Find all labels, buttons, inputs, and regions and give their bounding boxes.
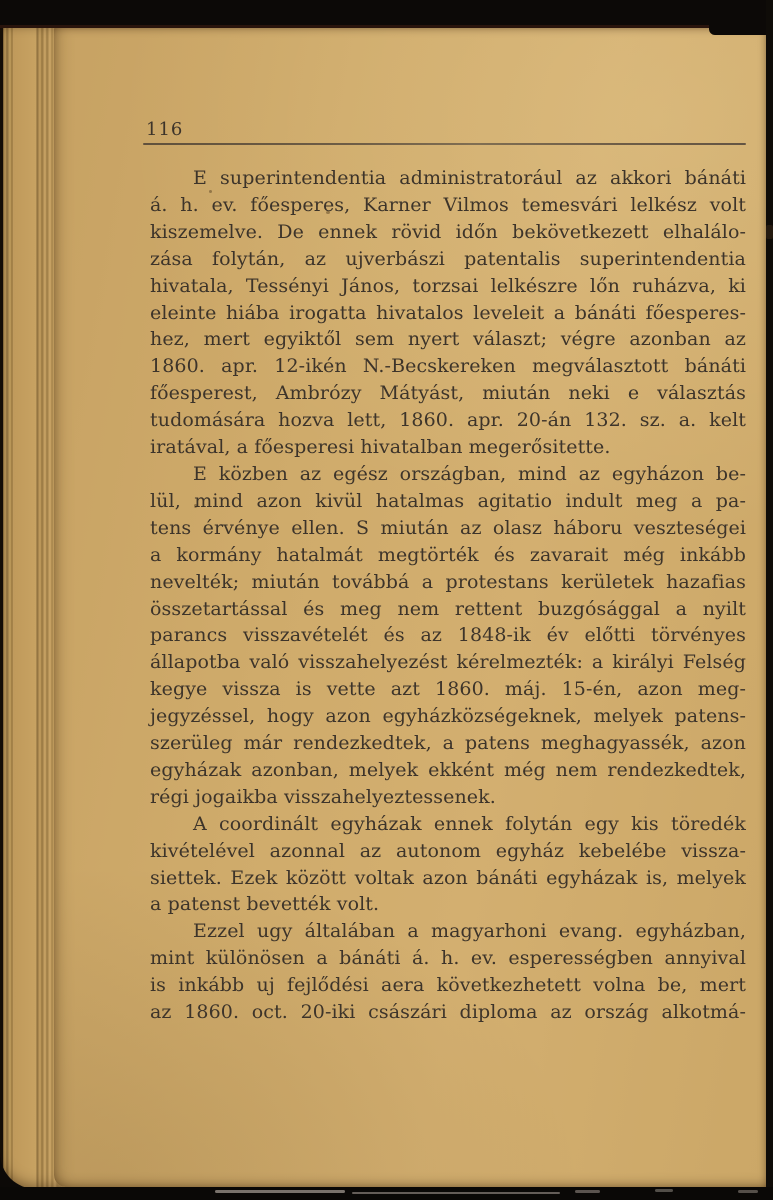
text-line: egyházak azonban, melyek ekként még nem rendezkedtek, xyxy=(150,758,746,781)
book-page xyxy=(54,26,766,1187)
scan-streak xyxy=(215,1190,345,1193)
top-cover-band xyxy=(0,0,773,28)
scan-streak xyxy=(575,1190,600,1193)
text-block xyxy=(150,165,746,1026)
text-line: siettek. Ezek között voltak azon bánáti egyházak is, melyek xyxy=(150,866,746,889)
text-line: az 1860. oct. 20-iki császári diploma az ország alkotmá- xyxy=(150,1001,746,1024)
text-line: iratával, a főesperesi hivatalban megerősitette. xyxy=(150,436,611,459)
text-line: szerüleg már rendezkedtek, a patens meghagyassék, azon xyxy=(150,732,746,755)
text-line: hez, mert egyiktől sem nyert választ; végre azonban az xyxy=(150,328,746,351)
text-line: eleinte hiába irogatta hivatalos leveleit a bánáti főesperes- xyxy=(150,301,746,324)
text-line: E közben az egész országban, mind az egyházon be- xyxy=(193,462,746,485)
paper-speck xyxy=(194,504,197,508)
right-cover-edge xyxy=(766,0,773,1200)
scan-streak xyxy=(655,1189,673,1192)
text-line: a patenst bevették volt. xyxy=(150,893,380,916)
bottom-cover-band xyxy=(0,1187,773,1200)
text-line: zása folytán, az ujverbászi patentalis superintendentia xyxy=(150,247,746,270)
text-line: 1860. apr. 12-ikén N.-Becskereken megválasztott bánáti xyxy=(150,355,746,378)
text-line: mint különösen a bánáti á. h. ev. esperességben annyival xyxy=(150,947,746,970)
scan-streak xyxy=(738,1190,758,1193)
text-line: jegyzéssel, hogy azon egyházközségeknek, melyek patens- xyxy=(150,705,746,728)
text-line: E superintendentia administratorául az akkori bánáti xyxy=(193,167,746,189)
text-line: parancs visszavételét és az 1848-ik év előtti törvényes xyxy=(150,624,746,647)
text-line: tens érvénye ellen. S miután az olasz háboru veszteségei xyxy=(150,516,746,539)
page-number: 116 xyxy=(146,119,184,140)
text-line: kivételével azonnal az autonom egyház kebelébe vissza- xyxy=(150,839,746,862)
text-line: A coordinált egyházak ennek folytán egy kis töredék xyxy=(193,812,746,835)
text-line: nevelték; miután továbbá a protestans kerületek hazafias xyxy=(150,570,746,593)
text-line: á. h. ev. főesperes, Karner Vilmos temesvári lelkész volt xyxy=(150,193,746,216)
scan-streak xyxy=(352,1192,560,1195)
text-line: összetartással és meg nem rettent buzgósággal a nyilt xyxy=(150,597,746,620)
text-line: állapotba való visszahelyezést kérelmezték: a királyi Felség xyxy=(150,651,746,674)
text-line: régi jogaikba visszahelyeztessenek. xyxy=(150,785,496,808)
text-line: tudomására hozva lett, 1860. apr. 20-án 132. sz. a. kelt xyxy=(150,409,746,432)
top-right-cover xyxy=(709,0,773,35)
text-line: lül, mind azon kivül hatalmas agitatio indult meg a pa- xyxy=(150,489,746,512)
text-line: hivatala, Tessényi János, torzsai lelkészre lőn ruházva, ki xyxy=(150,274,746,297)
header-rule xyxy=(143,143,746,145)
text-line: főesperest, Ambrózy Mátyást, miután neki e választás xyxy=(150,382,746,405)
scan-mark xyxy=(766,225,773,239)
text-line: a kormány hatalmát megtörték és zavarait még inkább xyxy=(150,543,746,566)
text-line: kegye vissza is vette azt 1860. máj. 15-én, azon meg- xyxy=(150,678,746,701)
paper-speck xyxy=(209,190,212,193)
text-line: Ezzel ugy általában a magyarhoni evang. egyházban, xyxy=(193,920,746,943)
text-line: kiszemelve. De ennek rövid időn bekövetkezett elhalálo- xyxy=(150,220,746,243)
text-line: is inkább uj fejlődési aera következhetett volna be, mert xyxy=(150,974,746,997)
paper-speck xyxy=(326,211,330,214)
